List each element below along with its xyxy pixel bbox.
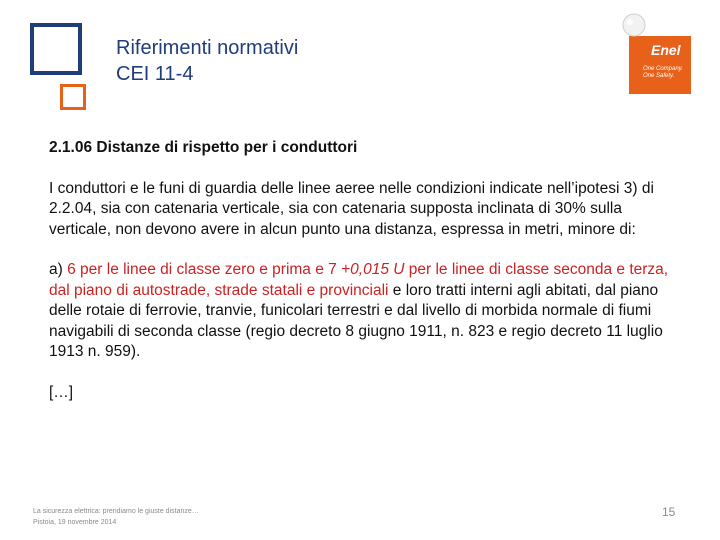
enel-logo [619,12,695,88]
item-a-rest: e loro tratti interni agli abitati, dal piano delle rotaie di ferrovie, tranvie, funicolari terrestri e dal livello di morbida normale di fiumi navigabili di seconda classe (regio decreto 8 giugno 1911, n. 823 e regio decreto 11 luglio 1913 n. 959). [49,281,663,360]
item-a-red-part2: per le linee di classe seconda e terza, dal piano di autostrade, strade statali e provinciali [49,261,669,299]
footer-line-2: Pistoia, 19 novembre 2014 [33,519,117,526]
lightbulb-icon [619,12,649,42]
logo-name: Enel [651,42,681,58]
item-a-label: a) [49,261,63,278]
page-number: 15 [662,505,676,519]
slide-content [49,138,679,403]
footer-caption [33,506,199,528]
item-a-red-part1: 6 per le linee di classe zero e prima e 7 [67,261,342,278]
slide-title [116,35,298,87]
logo-tagline: One Company. One Safety. [643,66,683,79]
item-a-paragraph [49,260,679,363]
footer-line-1: La sicurezza elettrica: prendiamo le giuste distanze… [33,508,199,515]
title-line-2: CEI 11-4 [116,63,194,85]
decorative-square-orange [60,84,86,110]
decorative-square-blue [30,23,82,75]
title-line-1: Riferimenti normativi [116,37,299,59]
intro-paragraph: I conduttori e le funi di guardia delle linee aeree nelle condizioni indicate nell’ipotesi 3) di 2.2.04, sia con catenaria verticale, sia con catenaria supposta inclinata di 30% sulla verticale, non devono avere in alcun punto una distanza, espressa in metri, minore di: [49,179,654,238]
section-heading: 2.1.06 Distanze di rispetto per i conduttori [49,139,358,156]
ellipsis-text: […] [49,383,74,401]
item-a-formula: +0,015 U [341,261,405,278]
logo-box [629,36,691,94]
